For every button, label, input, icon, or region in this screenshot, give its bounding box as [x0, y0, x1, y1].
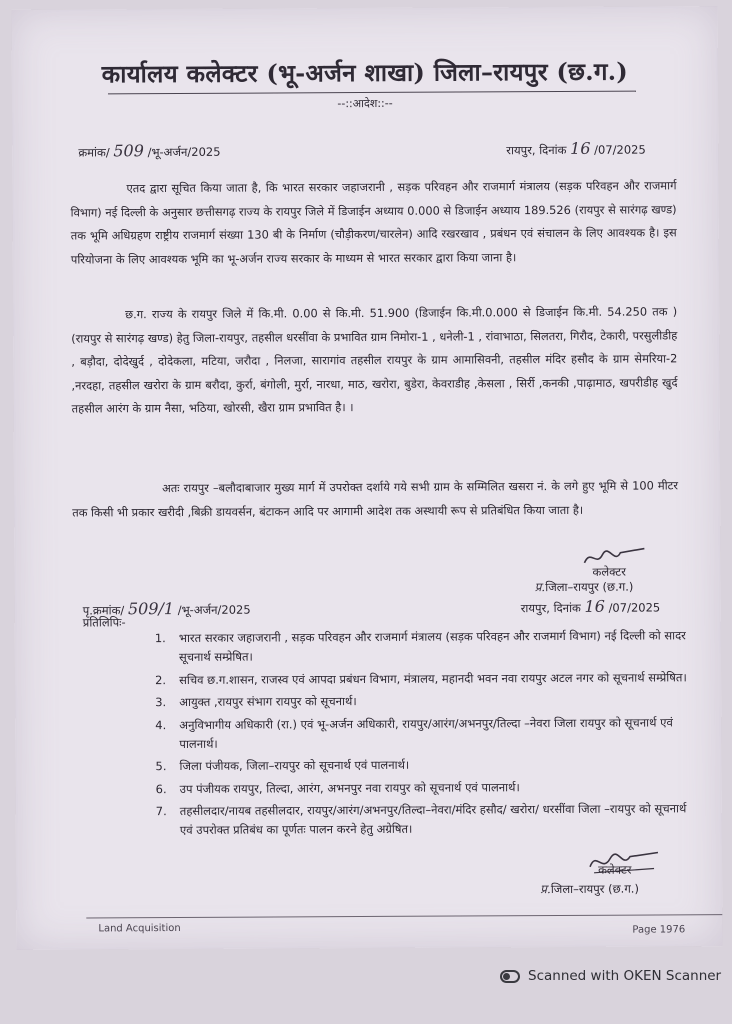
scanner-watermark [500, 968, 721, 984]
copy-list-item [155, 626, 695, 667]
copy-item-text: आयुक्त ,रायपुर संभाग रायपुर को सूचनार्थ। [179, 694, 357, 709]
document-page [12, 6, 723, 950]
copy-item-number: 7. [155, 804, 167, 819]
footer-page-number: Page 1976 [632, 924, 686, 936]
body-paragraph-3 [72, 474, 678, 524]
signatory-mark: प्र. [540, 882, 551, 897]
date-day-handwritten: 16 [584, 596, 605, 616]
copy-item-number: 1. [154, 631, 166, 646]
copy-list-item [155, 754, 695, 776]
footer-left: Land Acquisition [98, 922, 181, 935]
copy-list-item [156, 777, 696, 799]
endorsement-date [521, 598, 661, 615]
copy-list-item [156, 799, 696, 840]
date-day-handwritten: 16 [570, 138, 591, 158]
copy-item-text: अनुविभागीय अधिकारी (रा.) एवं भू-अर्जन अधिकारी, रायपुर/आरंग/अभनपुर/तिल्दा –नेवरा जिला रायपुर को सूचनार्थ एवं पालनार्थ। [179, 714, 673, 751]
ref-prefix: पृ.क्रमांक/ [82, 603, 125, 618]
copy-item-number: 3. [155, 695, 167, 710]
footer-divider [86, 914, 722, 918]
date-rest: /07/2025 [594, 142, 646, 157]
copy-list-item [155, 713, 695, 754]
title-underline [108, 91, 636, 95]
signatory-mark: प्र. [534, 580, 546, 595]
copy-item-number: 6. [155, 781, 167, 796]
copy-label: प्रतिलिपिः- [82, 615, 126, 630]
signatory-district-1 [535, 581, 634, 594]
order-reference [78, 143, 220, 160]
ref-number-handwritten: 509 [113, 141, 144, 161]
ref-suffix: /भू-अर्जन/2025 [147, 144, 221, 160]
copy-item-number: 5. [155, 759, 167, 774]
ref-number-handwritten: 509/1 [127, 599, 175, 619]
copy-item-text: भारत सरकार जहाजरानी , सड़क परिवहन और राजमार्ग मंत्रालय (सड़क परिवहन और राजमार्ग विभाग) नई दिल्ली को सादर सूचनार्थ सम्प्रेषित। [178, 628, 686, 664]
oken-scanner-icon [500, 970, 520, 983]
order-date [506, 138, 646, 158]
copy-list-item [155, 668, 695, 690]
body-paragraph-2 [71, 300, 678, 421]
ref-suffix: /भू-अर्जन/2025 [177, 602, 251, 617]
signatory-designation-1: कलेक्टर [592, 564, 626, 579]
copy-item-text: सचिव छ.ग.शासन, राजस्व एवं आपदा प्रबंधन विभाग, मंत्रालय, महानदी भवन नवा रायपुर अटल नगर को सूचनार्थ सम्प्रेषित। [179, 669, 687, 687]
body-paragraph-1 [70, 174, 676, 272]
signatory-district-2 [540, 883, 639, 896]
copy-list-item [155, 690, 695, 712]
office-title: कार्यालय कलेक्टर (भू-अर्जन शाखा) जिला–रायपुर (छ.ग.) [101, 56, 629, 89]
date-rest: /07/2025 [608, 600, 661, 615]
ref-prefix: क्रमांक/ [78, 145, 110, 160]
order-heading: --::आदेश::-- [337, 96, 393, 111]
copy-distribution-list [155, 626, 696, 843]
watermark-text: Scanned with OKEN Scanner [528, 968, 722, 984]
signatory-designation-2: कलेक्टर [598, 862, 632, 877]
copy-item-text: जिला पंजीयक, जिला–रायपुर को सूचनार्थ एवं पालनार्थ। [179, 757, 410, 773]
copy-item-text: तहसीलदार/नायब तहसीलदार, रायपुर/आरंग/अभनपुर/तिल्दा–नेवरा/मंदिर हसौद/ खरोरा/ धरसींवा जिला –रायपुर को सूचनार्थ एवं उपरोक्त प्रतिबंध का पूर्णतः पालन करने हेतु अग्रेषित। [179, 801, 687, 837]
paragraph-text: छ.ग. राज्य के रायपुर जिले में कि.मी. 0.00 से कि.मी. 51.900 (डिजाईन कि.मी.0.000 से डिजाईन कि.मी. 54.250 तक ) (रायपुर से सारंगढ़ खण्ड) हेतु जिला-रायपुर, तहसील धरसींवा के प्रभावित ग्राम निमोरा-1 , धनेली-1 , रांवाभाठा, सिलतरा, गिरौद, टेकारी, परसुलीडीह , बड़ौदा, दोदेखुर्द , दोदेकला, मटिया, जरौदा , निलजा, सारागांव तहसील रायपुर के ग्राम आमासिवनी, तहसील मंदिर हसौद के ग्राम सेमरिया-2 ,नरदहा, तहसील खरोरा के ग्राम बरौदा, कुर्रा, बंगोली, मुर्रा, नारधा, माठ, खरोरा, बुडेरा, केवराडीह ,केसला , सिर्री ,कनकी ,पाढ़ामाठ, खपरीडीह खुर्द तहसील आरंग के ग्राम नैसा, भठिया, खोरसी, खैरा ग्राम प्रभावित है। । [71, 304, 678, 416]
paragraph-text: एतद द्वारा सूचित किया जाता है, कि भारत सरकार जहाजरानी , सड़क परिवहन और राजमार्ग मंत्रालय (सड़क परिवहन और राजमार्ग विभाग) नई दिल्ली के अनुसार छत्तीसगढ़ राज्य के रायपुर जिले में डिजाईन अध्याय 0.000 से डिजाईन अध्याय 189.526 (रायपुर से सारंगढ़ खण्ड) तक भूमि अधिग्रहण राष्ट्रीय राजमार्ग संख्या 130 बी के निर्माण (चौड़ीकरण/चारलेन) आदि रखरखाव , प्रबंधन एवं संचालन के लिए आवश्यक है। इस परियोजना के लिए आवश्यक भूमि का भू-अर्जन राज्य सरकार के माध्यम से भारत सरकार द्वारा किया जाना है। [70, 178, 677, 267]
date-prefix: रायपुर, दिनांक [506, 142, 567, 158]
copy-item-number: 2. [155, 672, 167, 687]
date-prefix: रायपुर, दिनांक [520, 600, 581, 616]
paragraph-text: अतः रायपुर –बलौदाबाजार मुख्य मार्ग में उपरोक्त दर्शाये गये सभी ग्राम के सम्मिलित खसरा नं. के लगे हुए भूमि से 100 मीटर तक किसी भी प्रकार खरीदी ,बिक्री डायवर्सन, बंटाकन आदि पर आगामी आदेश तक अस्थायी रूप से प्रतिबंधित किया जाता है। [72, 478, 679, 520]
district-text: जिला–रायपुर (छ.ग.) [545, 579, 634, 595]
copy-item-text: उप पंजीयक रायपुर, तिल्दा, आरंग, अभनपुर नवा रायपुर को सूचनार्थ एवं पालनार्थ। [179, 779, 520, 796]
copy-item-number: 4. [155, 717, 167, 732]
district-text: जिला–रायपुर (छ.ग.) [550, 881, 639, 897]
